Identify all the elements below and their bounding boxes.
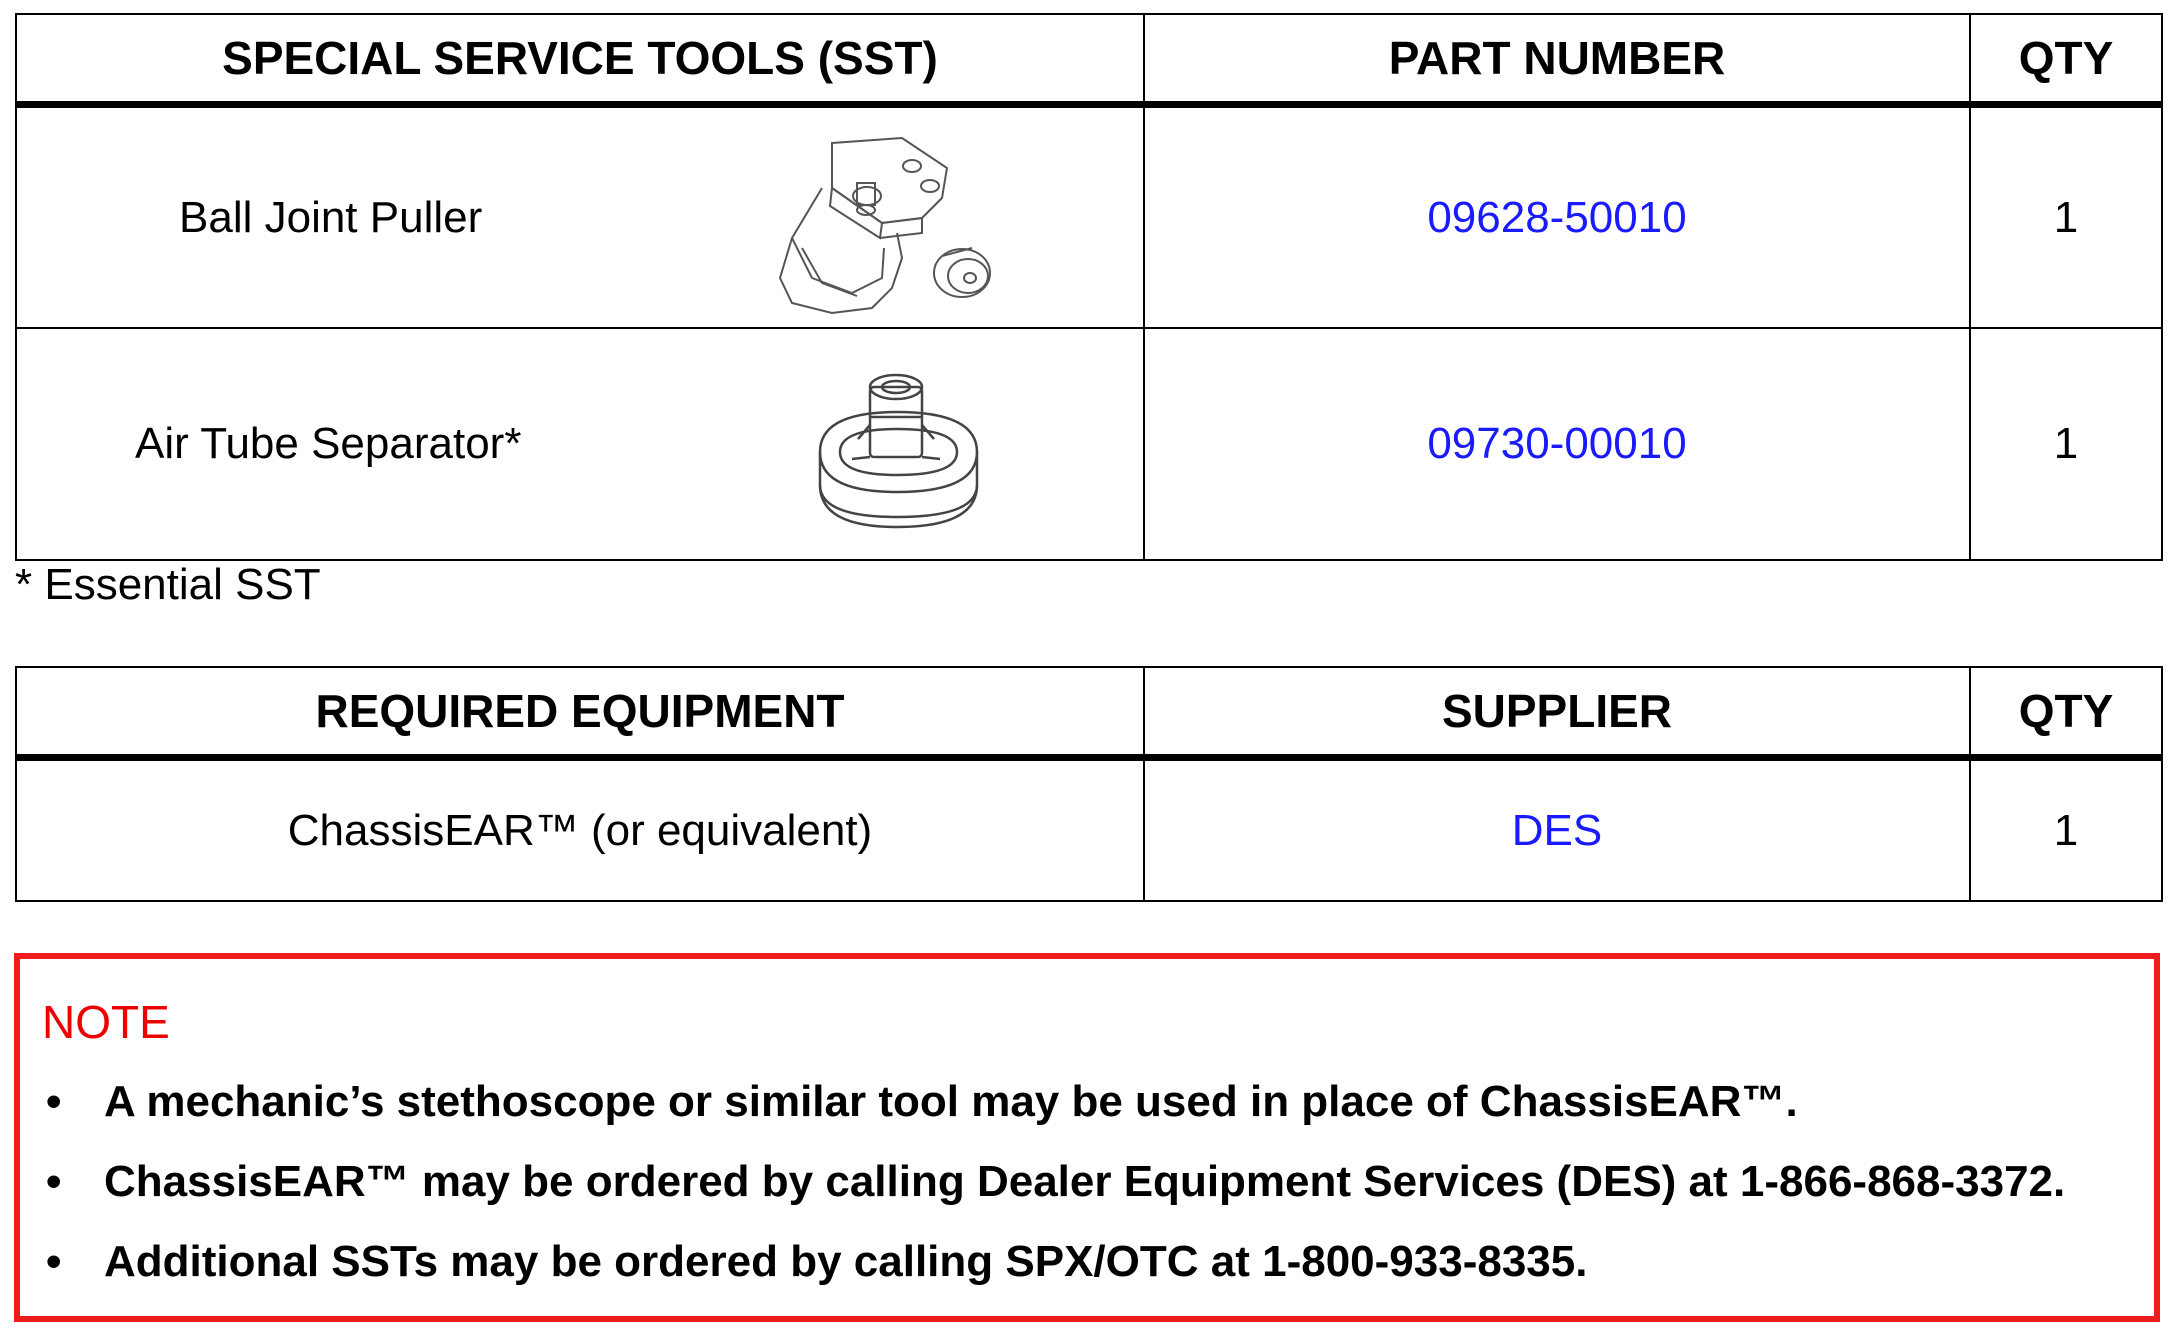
ball-joint-puller-drawing bbox=[772, 128, 1017, 318]
bullet-icon: • bbox=[46, 1157, 62, 1206]
note-item bbox=[46, 1157, 2065, 1207]
table-row bbox=[16, 105, 2162, 329]
note-title: NOTE bbox=[42, 996, 170, 1048]
equipment-header-name: REQUIRED EQUIPMENT bbox=[16, 667, 1144, 758]
tool-name: Ball Joint Puller bbox=[179, 192, 483, 242]
note-item bbox=[46, 1237, 1587, 1287]
air-tube-separator-drawing bbox=[812, 367, 987, 537]
note-text: ChassisEAR™ may be ordered by calling Dealer Equipment Services (DES) at 1-866-868-3372. bbox=[104, 1157, 2066, 1206]
equipment-header-row bbox=[16, 667, 2162, 758]
table-row bbox=[16, 758, 2162, 902]
note-item bbox=[46, 1077, 1798, 1127]
qty-cell: 1 bbox=[1970, 105, 2162, 329]
part-number-cell bbox=[1144, 105, 1970, 329]
tool-name: Air Tube Separator* bbox=[135, 419, 522, 468]
tool-name-cell bbox=[16, 105, 1144, 329]
bullet-icon: • bbox=[46, 1237, 62, 1286]
bullet-icon: • bbox=[46, 1077, 62, 1126]
qty-cell: 1 bbox=[1970, 758, 2162, 902]
part-number-link[interactable]: 09628-50010 bbox=[1427, 192, 1687, 242]
sst-header-part-number: PART NUMBER bbox=[1144, 14, 1970, 105]
equipment-header-qty: QTY bbox=[1970, 667, 2162, 758]
table-row bbox=[16, 328, 2162, 560]
note-text: A mechanic’s stethoscope or similar tool may be used in place of ChassisEAR™. bbox=[104, 1077, 1798, 1126]
essential-sst-footnote: * Essential SST bbox=[15, 560, 321, 609]
note-box bbox=[14, 953, 2160, 1322]
qty-cell: 1 bbox=[1970, 328, 2162, 560]
note-text: Additional SSTs may be ordered by calling SPX/OTC at 1-800-933-8335. bbox=[104, 1237, 1588, 1286]
supplier-cell bbox=[1144, 758, 1970, 902]
sst-header-row bbox=[16, 14, 2162, 105]
equipment-name-cell: ChassisEAR™ (or equivalent) bbox=[16, 758, 1144, 902]
part-number-link[interactable]: 09730-00010 bbox=[1427, 419, 1687, 468]
sst-header-tools: SPECIAL SERVICE TOOLS (SST) bbox=[16, 14, 1144, 105]
equipment-header-supplier: SUPPLIER bbox=[1144, 667, 1970, 758]
supplier-link[interactable]: DES bbox=[1511, 805, 1603, 855]
sst-header-qty: QTY bbox=[1970, 14, 2162, 105]
sst-table bbox=[15, 13, 2163, 561]
equipment-table bbox=[15, 666, 2163, 902]
tool-name-cell bbox=[16, 328, 1144, 560]
part-number-cell bbox=[1144, 328, 1970, 560]
